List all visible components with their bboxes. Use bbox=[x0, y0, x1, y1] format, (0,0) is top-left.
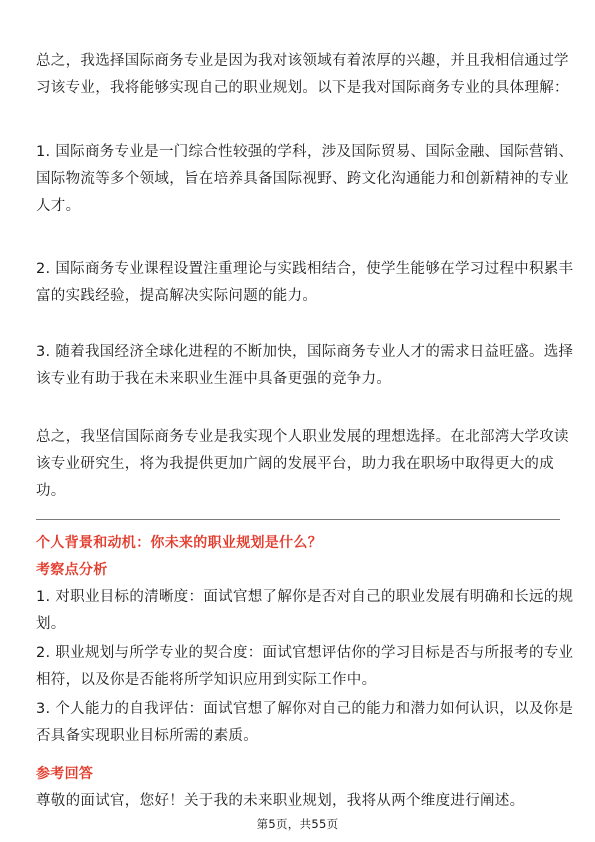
text-line: 划。 bbox=[36, 616, 66, 632]
paragraph-summary-conclusion bbox=[36, 424, 569, 505]
answer-paragraph bbox=[36, 788, 560, 815]
text-line: 1. 国际商务专业是一门综合性较强的学科，涉及国际贸易、国际金融、国际营销、 bbox=[36, 144, 574, 160]
analysis-point-1 bbox=[36, 584, 574, 638]
text-line: 习该专业，我将能够实现自己的职业规划。以下是我对国际商务专业的具体理解： bbox=[36, 80, 569, 96]
paragraph-point-3 bbox=[36, 339, 574, 393]
text-line: 总之，我坚信国际商务专业是我实现个人职业发展的理想选择。在北部湾大学攻读 bbox=[36, 429, 569, 445]
text-line: 功。 bbox=[36, 483, 66, 499]
text-line: 该专业研究生，将为我提供更加广阔的发展平台，助力我在职场中取得更大的成 bbox=[36, 456, 554, 472]
analysis-point-3 bbox=[36, 696, 574, 750]
paragraph-summary-intro bbox=[36, 48, 569, 102]
text-line: 1. 对职业目标的清晰度：面试官想了解你是否对自己的职业发展有明确和长远的规 bbox=[36, 589, 574, 605]
text-line: 富的实践经验，提高解决实际问题的能力。 bbox=[36, 288, 318, 304]
text-line: 总之，我选择国际商务专业是因为我对该领域有着浓厚的兴趣，并且我相信通过学 bbox=[36, 53, 569, 69]
text-line: 该专业有助于我在未来职业生涯中具备更强的竞争力。 bbox=[36, 371, 392, 387]
analysis-heading: 考察点分析 bbox=[36, 562, 108, 578]
section-divider bbox=[36, 519, 560, 520]
text-line: 尊敬的面试官，您好！关于我的未来职业规划，我将从两个维度进行阐述。 bbox=[36, 793, 525, 809]
paragraph-point-1 bbox=[36, 139, 574, 220]
text-line: 3. 随着我国经济全球化进程的不断加快，国际商务专业人才的需求日益旺盛。选择 bbox=[36, 344, 574, 360]
question-title: 个人背景和动机：你未来的职业规划是什么？ bbox=[36, 535, 322, 551]
text-line: 人才。 bbox=[36, 198, 81, 214]
text-line: 3. 个人能力的自我评估：面试官想了解你对自己的能力和潜力如何认识，以及你是 bbox=[36, 701, 574, 717]
text-line: 2. 国际商务专业课程设置注重理论与实践相结合，使学生能够在学习过程中积累丰 bbox=[36, 261, 574, 277]
text-line: 2. 职业规划与所学专业的契合度：面试官想评估你的学习目标是否与所报考的专业 bbox=[36, 645, 574, 661]
text-line: 否具备实现职业目标所需的素质。 bbox=[36, 728, 258, 744]
answer-heading: 参考回答 bbox=[36, 766, 94, 782]
text-line: 国际物流等多个领域，旨在培养具备国际视野、跨文化沟通能力和创新精神的专业 bbox=[36, 171, 569, 187]
page-number: 第5页，共55页 bbox=[256, 817, 339, 831]
text-line: 相符，以及你是否能将所学知识应用到实际工作中。 bbox=[36, 672, 377, 688]
analysis-point-2 bbox=[36, 640, 574, 694]
paragraph-point-2 bbox=[36, 256, 574, 310]
